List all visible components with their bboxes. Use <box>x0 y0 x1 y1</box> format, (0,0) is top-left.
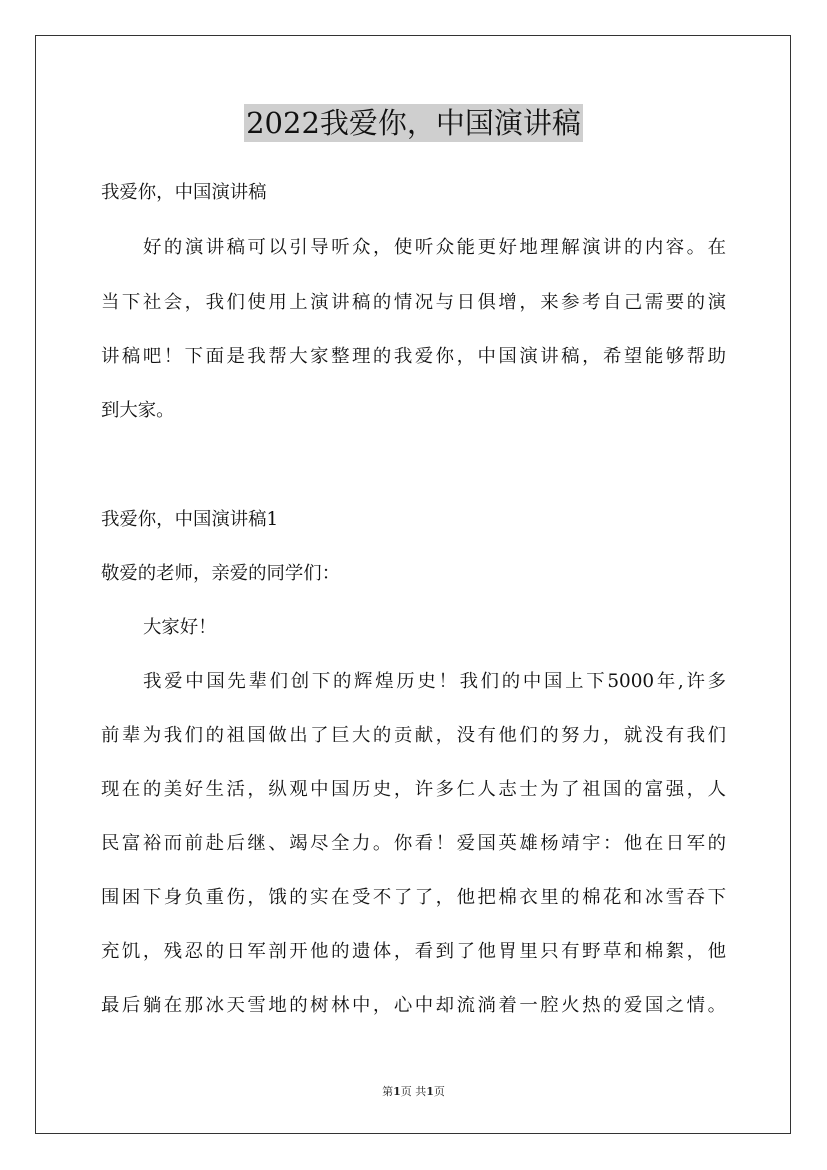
salutation-line: 敬爱的老师，亲爱的同学们： <box>101 563 341 584</box>
footer-page-prefix: 第 <box>382 1085 394 1098</box>
footer-total-number: 1 <box>426 1085 434 1098</box>
footer-total-prefix: 共 <box>415 1085 427 1098</box>
section-heading: 我爱你，中国演讲稿1 <box>101 509 279 530</box>
paragraph-line: 到大家。 <box>101 400 175 421</box>
document-title: 2022我爱你，中国演讲稿 <box>246 106 581 140</box>
paragraph-line: 现在的美好生活，纵观中国历史，许多仁人志士为了祖国的富强，人 <box>101 779 726 800</box>
paragraph-line: 充饥，残忍的日军剖开他的遗体，看到了他胃里只有野草和棉絮，他 <box>101 941 726 962</box>
greeting-line: 大家好！ <box>143 617 217 638</box>
title-container <box>0 104 827 142</box>
paragraph-line: 讲稿吧！下面是我帮大家整理的我爱你，中国演讲稿，希望能够帮助 <box>101 346 726 367</box>
paragraph-line: 民富裕而前赴后继、竭尽全力。你看！爱国英雄杨靖宇：他在日军的 <box>101 833 726 854</box>
paragraph-line: 前辈为我们的祖国做出了巨大的贡献，没有他们的努力，就没有我们 <box>101 725 726 746</box>
paragraph-line: 围困下身负重伤，饿的实在受不了了，他把棉衣里的棉花和冰雪吞下 <box>101 887 726 908</box>
paragraph-line: 当下社会，我们使用上演讲稿的情况与日俱增，来参考自己需要的演 <box>101 292 726 313</box>
footer-page-suffix: 页 <box>400 1085 412 1098</box>
footer-total-suffix: 页 <box>433 1085 445 1098</box>
subtitle-line: 我爱你，中国演讲稿 <box>101 182 267 203</box>
footer-page-number: 1 <box>393 1085 401 1098</box>
paragraph-line: 我爱中国先辈们创下的辉煌历史！我们的中国上下5000年,许多 <box>143 671 726 692</box>
paragraph-line: 最后躺在那冰天雪地的树林中，心中却流淌着一腔火热的爱国之情。 <box>101 995 726 1016</box>
page-footer <box>0 1083 827 1099</box>
paragraph-line: 好的演讲稿可以引导听众，使听众能更好地理解演讲的内容。在 <box>143 237 726 258</box>
